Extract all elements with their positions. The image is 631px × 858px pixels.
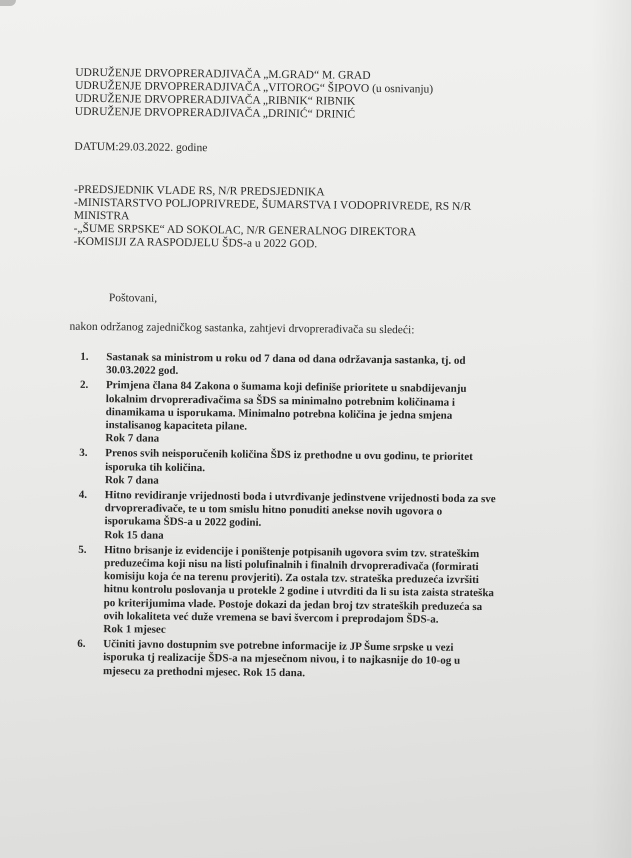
demand-body — [103, 638, 557, 682]
recipient-line: MINISTRA — [73, 209, 130, 223]
demand-number: 5. — [78, 543, 87, 556]
demand-number: 2. — [79, 379, 89, 392]
demand-text-line: preduzećima koji nisu na listi polufinalnih i finalnih drvoprerađivača (formirati — [104, 557, 479, 574]
demand-text-line: lokalnim drvoprerađivačima sa ŠDS sa minimalno potrebnim količinama i — [105, 392, 456, 409]
demand-text-line: hitnu kontrolu poslovanja u protekle 2 godine i utvrditi da li su ista zaista strateška — [103, 583, 495, 600]
demand-item — [80, 351, 560, 382]
demand-text-line: Hitno revidiranje vrijednosti boda i utvrđivanje jedinstvene vrijednosti boda za sve — [104, 489, 496, 506]
demand-text-line: komisiju koja će na terenu provjeriti). Za ostala tzv. strateška preduzeća izvršiti — [103, 570, 479, 587]
demand-body — [103, 544, 558, 641]
demand-number: 4. — [78, 488, 88, 501]
demand-body — [105, 380, 560, 451]
demand-deadline: Rok 1 mjesec — [103, 623, 166, 636]
demand-text-line: mjesecu za prethodni mjesec. Rok 15 dana. — [102, 664, 306, 679]
demand-text-line: ovih lokaliteta već duže vremena se bavi švercom i preprodajom ŠDS-a. — [103, 609, 439, 626]
intro-text: nakon održanog zajedničkog sastanka, zahtjevi drvoprerađivača su sledeći: — [69, 320, 415, 337]
sender-line: UDRUŽENJE DRVOPRERADJIVAČA „M.GRAD“ M. GRAD — [75, 66, 371, 82]
recipient-line: -MINISTARSTVO POLJOPRIVREDE, ŠUMARSTVA I VODOPRIVREDE, RS N/R — [73, 196, 472, 213]
demands-list — [77, 351, 560, 685]
demand-item — [79, 379, 560, 450]
demand-text-line: drvoprerađivače, te u tom smislu hitno ponuditi anekse novih ugovora o — [104, 502, 443, 518]
demand-text-line: 30.03.2022 god. — [106, 364, 179, 378]
recipient-line: -„ŠUME SRPSKE“ AD SOKOLAC, N/R GENERALNOG DIREKTORA — [73, 222, 417, 239]
demand-number: 1. — [80, 350, 89, 363]
sender-line: UDRUŽENJE DRVOPRERADJIVAČA „RIBNIK“ RIBNIK — [74, 92, 356, 108]
sender-line: UDRUŽENJE DRVOPRERADJIVAČA „DRINIĆ“ DRINIĆ — [74, 105, 356, 121]
demand-text-line: Prenos svih neisporučenih količina ŠDS iz prethodne u ovu godinu, te prioritet — [105, 447, 473, 464]
recipient-line: -PREDSJEDNIK VLADE RS, N/R PREDSJEDNIKA — [73, 183, 325, 199]
demand-item — [78, 489, 559, 547]
demand-text-line: Sastanak sa ministrom u roku od 7 dana od dana održavanja sastanka, tj. od — [106, 351, 466, 367]
sender-line: UDRUŽENJE DRVOPRERADJIVAČA „VITOROG“ ŠIPOVO (u osnivanju) — [75, 79, 434, 96]
demand-body — [104, 489, 559, 547]
sender-block — [75, 67, 434, 123]
demand-item — [77, 638, 557, 683]
demand-text-line: isporukama ŠDS-a u 2022 godini. — [104, 515, 262, 530]
demand-text-line: Primjena člana 84 Zakona o šumama koji definiše prioritete u snabdijevanju — [105, 379, 467, 396]
recipient-block — [73, 184, 471, 253]
demand-body — [106, 351, 560, 382]
demand-deadline: Rok 7 dana — [105, 432, 160, 445]
demand-number: 6. — [77, 638, 86, 651]
greeting: Poštovani, — [108, 292, 158, 305]
demand-deadline: Rok 15 dana — [104, 528, 164, 542]
demand-text-line: isporuka tj realizacije ŠDS-a na mjesečnom nivou, i to najkasnije do 10-og u — [103, 651, 461, 668]
demand-body — [105, 448, 559, 492]
date-line: DATUM:29.03.2022. godine — [74, 140, 208, 155]
demand-text-line: po kriterijumima vlade. Postoje dokazi da jedan broj tzv strateških preduzeća sa — [103, 596, 483, 613]
demand-text-line: Hitno brisanje iz evidencije i poništenje potpisanih ugovora svim tzv. strateškim — [104, 543, 480, 560]
demand-item — [79, 447, 559, 492]
demand-item — [77, 544, 558, 641]
recipient-line: -KOMISIJI ZA RASPODJELU ŠDS-a u 2022 GOD. — [73, 235, 318, 251]
demand-deadline: Rok 7 dana — [104, 473, 159, 487]
demand-text-line: instalisanog kapaciteta pilane. — [105, 419, 248, 433]
demand-text-line: isporuka tih količina. — [105, 460, 206, 474]
demand-text-line: Učiniti javno dostupnim sve potrebne informacije iz JP Šume srpske u vezi — [103, 638, 454, 655]
demand-text-line: dinamikama u isporukama. Minimalno potrebna količina je jedna smjena — [105, 405, 453, 422]
demand-number: 3. — [79, 447, 88, 460]
